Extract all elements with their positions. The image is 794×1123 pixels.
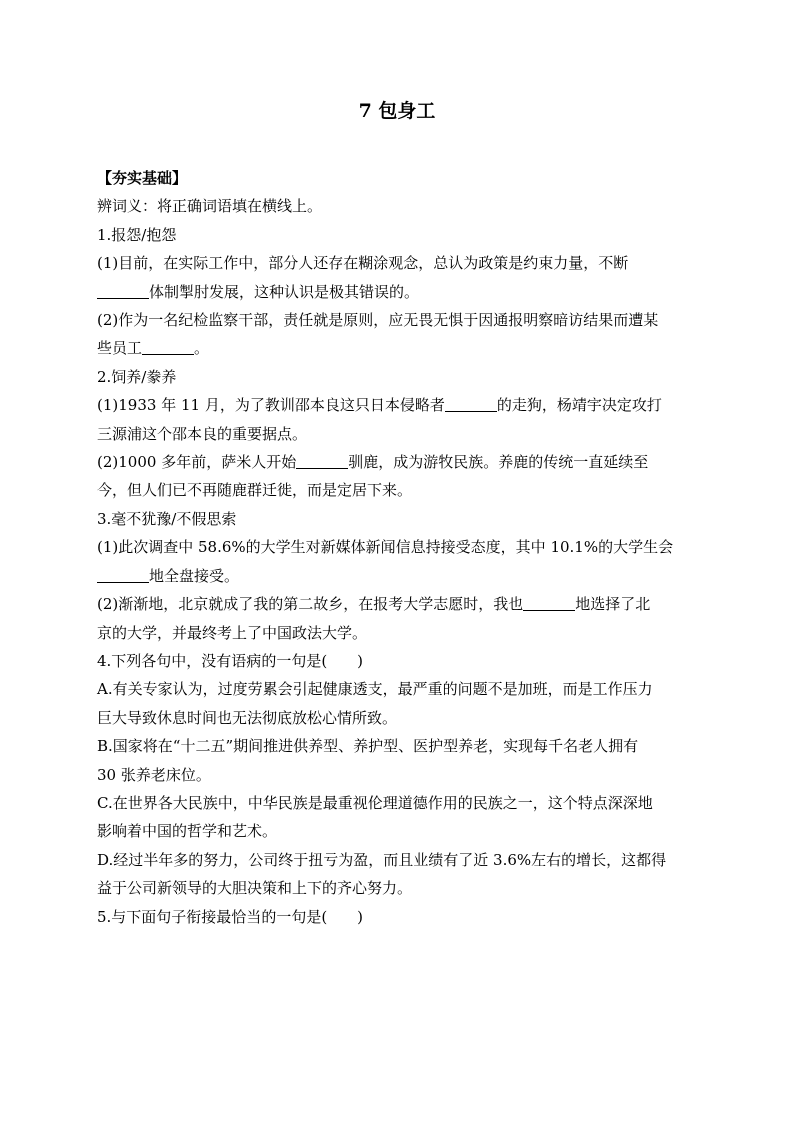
question-2-sentence-2-line-1: (2)1000 多年前，萨米人开始 驯鹿，成为游牧民族。养鹿的传统一直延续至 — [97, 453, 649, 472]
answer-blank[interactable] — [523, 594, 575, 611]
question-1-sentence-1-line-1: (1)目前，在实际工作中，部分人还存在糊涂观念，总认为政策是约束力量，不断 — [97, 254, 629, 273]
instruction-text: 辨词义：将正确词语填在横线上。 — [97, 197, 323, 216]
option-c-line-2: 影响着中国的哲学和艺术。 — [97, 822, 278, 841]
question-2-label: 2.饲养/豢养 — [97, 367, 177, 386]
answer-blank[interactable] — [142, 338, 194, 355]
option-b-line-2: 30 张养老床位。 — [97, 765, 211, 784]
question-2-sentence-2-line-2: 今，但人们已不再随鹿群迁徙，而是定居下来。 — [97, 481, 413, 500]
option-a-line-1: A.有关专家认为，过度劳累会引起健康透支，最严重的问题不是加班，而是工作压力 — [97, 680, 653, 699]
question-1-sentence-2-line-1: (2)作为一名纪检监察干部，责任就是原则，应无畏无惧于因通报明察暗访结果而遭某 — [97, 311, 659, 330]
question-5-stem: 5.与下面句子衔接最恰当的一句是( ) — [97, 907, 364, 926]
section-heading: 【夯实基础】 — [97, 169, 188, 187]
answer-blank[interactable] — [97, 282, 149, 299]
option-b-line-1: B.国家将在“十二五”期间推进供养型、养护型、医护型养老，实现每千名老人拥有 — [97, 737, 639, 756]
question-3-sentence-2-line-1: (2)渐渐地，北京就成了我的第二故乡，在报考大学志愿时，我也 地选择了北 — [97, 595, 651, 614]
option-c-line-1: C.在世界各大民族中，中华民族是最重视伦理道德作用的民族之一，这个特点深深地 — [97, 793, 653, 812]
answer-blank[interactable] — [445, 395, 497, 412]
option-a-line-2: 巨大导致休息时间也无法彻底放松心情所致。 — [97, 708, 398, 727]
question-4-stem: 4.下列各句中，没有语病的一句是( ) — [97, 651, 364, 670]
document-body — [97, 164, 703, 931]
question-3-label: 3.毫不犹豫/不假思索 — [97, 509, 237, 528]
question-3-sentence-1-line-1: (1)此次调查中 58.6%的大学生对新媒体新闻信息持接受态度，其中 10.1%的大学生会 — [97, 538, 674, 557]
option-d-line-1: D.经过半年多的努力，公司终于扭亏为盈，而且业绩有了近 3.6%左右的增长，这都得 — [97, 850, 667, 869]
option-d-line-2: 益于公司新领导的大胆决策和上下的齐心努力。 — [97, 879, 413, 898]
answer-blank[interactable] — [97, 566, 149, 583]
question-1-sentence-1-line-2: 体制掣肘发展，这种认识是极其错误的。 — [97, 278, 703, 306]
question-1-sentence-2-line-2: 些员工 。 — [97, 339, 210, 358]
question-2-sentence-1-line-2: 三源浦这个邵本良的重要据点。 — [97, 424, 308, 443]
question-1-label: 1.报怨/抱怨 — [97, 225, 177, 244]
question-2-sentence-1-line-1: (1)1933 年 11 月，为了教训邵本良这只日本侵略者 的走狗，杨靖宇决定攻打 — [97, 396, 662, 415]
question-3-sentence-2-line-2: 京的大学，并最终考上了中国政法大学。 — [97, 623, 368, 642]
page-title: 7 包身工 — [358, 100, 436, 122]
answer-blank[interactable] — [296, 452, 348, 469]
question-3-sentence-1-line-2: 地全盘接受。 — [97, 562, 703, 590]
